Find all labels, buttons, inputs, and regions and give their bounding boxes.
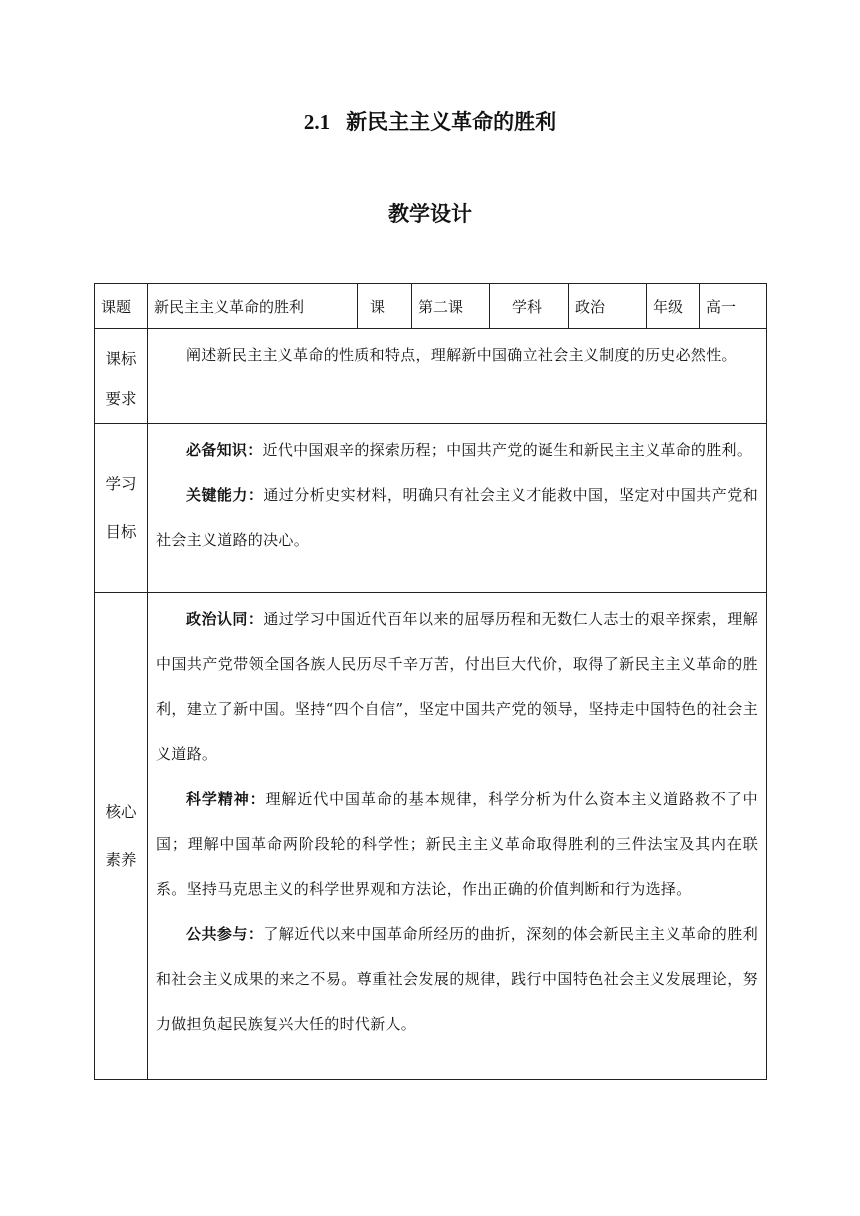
label-ketei: 课题 [95,284,148,329]
hexin-label: 核心 素养 [95,593,148,1080]
hexin-item: 政治认同：通过学习中国近代百年以来的屈辱历程和无数仁人志士的艰辛探索，理解中国共产党带领全国各族人民历尽千辛万苦，付出巨大代价，取得了新民主主义革命的胜利，建立了新中国。坚持“四个自信”，坚定中国共产党的领导，坚持走中国特色的社会主义道路。 [156,610,758,763]
label-ke: 课 [358,284,412,329]
ke-value: 第二课 [412,284,490,329]
xueke-value: 政治 [569,284,647,329]
xuexi-item: 必备知识：近代中国艰辛的探索历程；中国共产党的诞生和新民主主义革命的胜利。 [186,441,753,459]
nianji-value: 高一 [700,284,767,329]
xuexi-item: 关键能力：通过分析史实材料，明确只有社会主义才能救中国，坚定对中国共产党和社会主义道路的决心。 [156,486,758,549]
label-nianji: 年级 [647,284,700,329]
lesson-design-table [94,283,767,1080]
document-title [0,106,860,136]
kebiao-text: 阐述新民主主义革命的性质和特点，理解新中国确立社会主义制度的历史必然性。 [186,346,737,364]
header-row [95,284,767,329]
hexin-item: 公共参与：了解近代以来中国革命所经历的曲折，深刻的体会新民主主义革命的胜利和社会主义成果的来之不易。尊重社会发展的规律，践行中国特色社会主义发展理论，努力做担负起民族复兴大任的时代新人。 [156,925,758,1033]
ketei-value: 新民主主义革命的胜利 [148,284,358,329]
hexin-item: 科学精神：理解近代中国革命的基本规律，科学分析为什么资本主义道路救不了中国；理解中国革命两阶段轮的科学性；新民主主义革命取得胜利的三件法宝及其内在联系。坚持马克思主义的科学世界观和方法论，作出正确的价值判断和行为选择。 [156,790,758,898]
xuexi-label: 学习 目标 [95,424,148,593]
hexin-content [148,593,767,1080]
section-number: 2.1 [303,110,331,134]
hexin-row [95,593,767,1080]
label-xueke: 学科 [490,284,569,329]
kebiao-row [95,329,767,424]
document-subtitle: 教学设计 [388,202,472,226]
xuexi-content [148,424,767,593]
xuexi-row [95,424,767,593]
kebiao-label: 课标 要求 [95,329,148,424]
kebiao-content [148,329,767,424]
title-text: 新民主主义革命的胜利 [346,110,557,134]
